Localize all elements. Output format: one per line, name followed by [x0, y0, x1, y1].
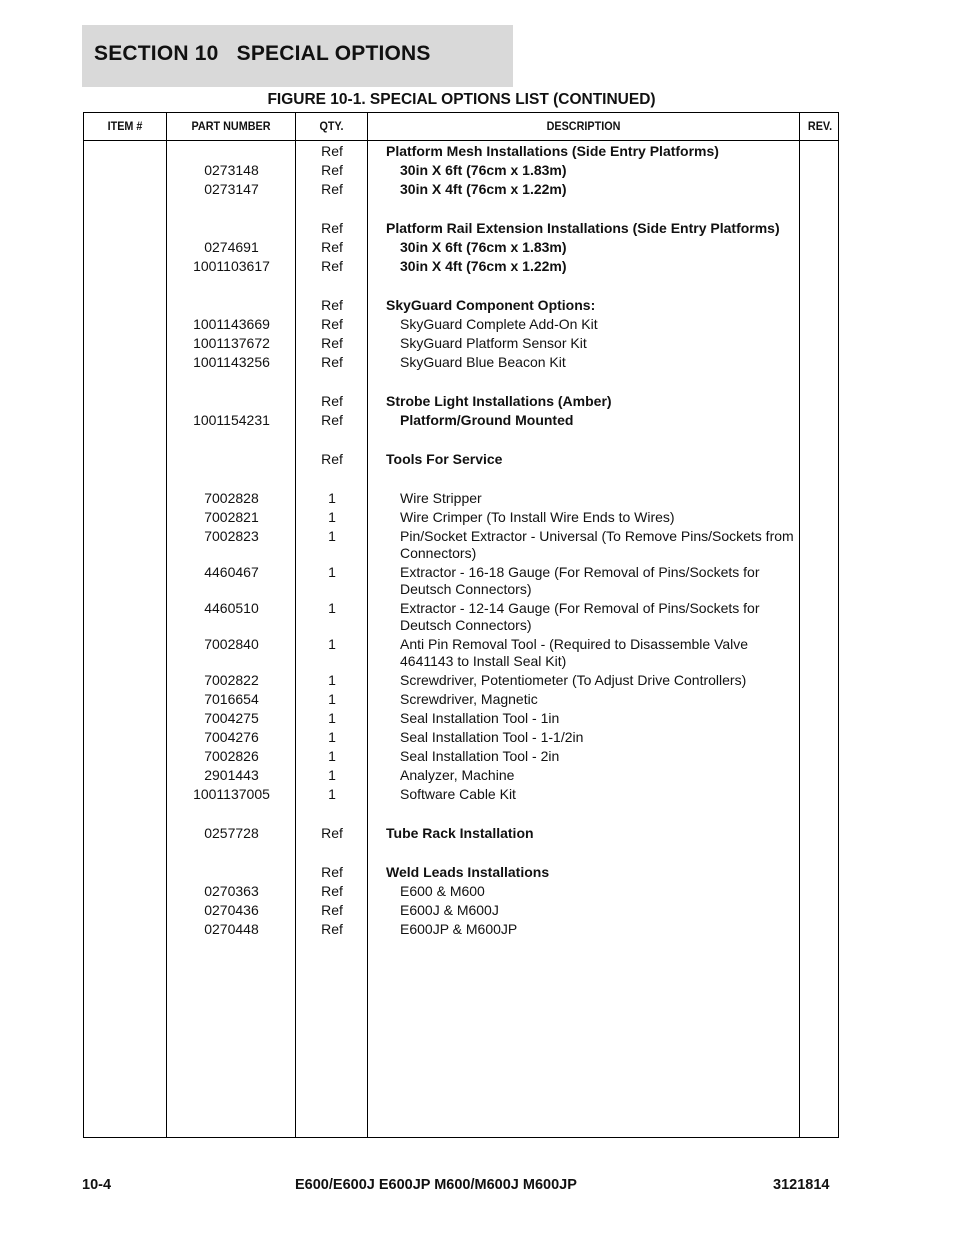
table-row — [84, 562, 838, 598]
item-cell — [84, 823, 167, 842]
qty-cell: Ref — [321, 316, 343, 332]
qty-cell: 1 — [328, 748, 336, 764]
item-cell — [84, 708, 167, 727]
description-cell: Seal Installation Tool - 1-1/2in — [400, 729, 584, 745]
part-number-cell — [167, 218, 296, 237]
table-row — [84, 881, 838, 900]
part-number-cell: 7002823 — [204, 528, 259, 544]
table-row — [84, 237, 838, 256]
description-cell: Platform Rail Extension Installations (Side Entry Platforms) — [386, 220, 780, 236]
qty-cell: Ref — [321, 864, 343, 880]
col-header-qty: QTY. — [319, 119, 344, 133]
description-cell: E600JP & M600JP — [400, 921, 518, 937]
table-row — [84, 862, 838, 881]
description-cell: Weld Leads Installations — [386, 864, 550, 880]
table-row — [84, 689, 838, 708]
description-cell: 30in X 6ft (76cm x 1.83m) — [400, 239, 567, 255]
description-cell: SkyGuard Complete Add-On Kit — [400, 316, 598, 332]
description-cell: Wire Stripper — [400, 490, 482, 506]
item-cell — [84, 256, 167, 275]
item-cell — [84, 295, 167, 314]
qty-cell: 1 — [328, 528, 336, 544]
qty-cell: 1 — [328, 636, 336, 652]
description-cell: 30in X 4ft (76cm x 1.22m) — [400, 258, 567, 274]
item-cell — [84, 160, 167, 179]
description-cell: Wire Crimper (To Install Wire Ends to Wires) — [400, 509, 675, 525]
table-row — [84, 352, 838, 371]
part-number-cell: 0270448 — [204, 921, 259, 937]
item-cell — [84, 314, 167, 333]
table-row — [84, 449, 838, 468]
qty-cell: 1 — [328, 564, 336, 580]
table-row — [84, 670, 838, 689]
part-number-cell — [167, 449, 296, 468]
description-cell: 30in X 4ft (76cm x 1.22m) — [400, 181, 567, 197]
description-cell: Screwdriver, Potentiometer (To Adjust Drive Controllers) — [400, 672, 747, 688]
part-number-cell: 0274691 — [204, 239, 259, 255]
qty-cell: Ref — [321, 239, 343, 255]
item-cell — [84, 862, 167, 881]
item-cell — [84, 237, 167, 256]
item-cell — [84, 900, 167, 919]
item-cell — [84, 919, 167, 938]
part-number-cell: 0273148 — [204, 162, 259, 178]
part-number-cell: 4460510 — [204, 600, 259, 616]
qty-cell: Ref — [321, 883, 343, 899]
table-row — [84, 295, 838, 314]
item-cell — [84, 507, 167, 526]
part-number-cell: 7002840 — [204, 636, 259, 652]
description-cell: Anti Pin Removal Tool - (Required to Disassemble Valve 4641143 to Install Seal Kit) — [400, 636, 749, 669]
part-number-cell: 1001137672 — [193, 335, 270, 351]
description-cell: Platform/Ground Mounted — [400, 412, 574, 428]
item-cell — [84, 562, 167, 598]
page-number: 10-4 — [82, 1177, 112, 1193]
qty-cell: Ref — [321, 902, 343, 918]
table-row — [84, 256, 838, 275]
description-cell: Extractor - 16-18 Gauge (For Removal of Pins/Sockets for Deutsch Connectors) — [400, 564, 760, 597]
item-cell — [84, 449, 167, 468]
table-row — [84, 784, 838, 803]
part-number-cell: 1001103617 — [193, 258, 270, 274]
section-header — [82, 25, 513, 87]
qty-cell: 1 — [328, 767, 336, 783]
row-spacer — [84, 198, 838, 218]
table-row — [84, 160, 838, 179]
qty-cell: Ref — [321, 297, 343, 313]
qty-cell: Ref — [321, 162, 343, 178]
qty-cell: Ref — [321, 354, 343, 370]
table-row — [84, 919, 838, 938]
item-cell — [84, 488, 167, 507]
table-row — [84, 488, 838, 507]
qty-cell: Ref — [321, 181, 343, 197]
qty-cell: Ref — [321, 451, 343, 467]
description-cell: Analyzer, Machine — [400, 767, 515, 783]
item-cell — [84, 333, 167, 352]
parts-table — [83, 112, 839, 1138]
description-cell: Strobe Light Installations (Amber) — [386, 393, 612, 409]
section-title: SECTION 10 SPECIAL OPTIONS — [94, 42, 431, 65]
row-spacer — [84, 842, 838, 862]
qty-cell: 1 — [328, 691, 336, 707]
qty-cell: 1 — [328, 672, 336, 688]
qty-cell: Ref — [321, 258, 343, 274]
part-number-cell: 1001154231 — [193, 412, 270, 428]
item-cell — [84, 670, 167, 689]
part-number-cell: 0270363 — [204, 883, 259, 899]
col-header-item: ITEM # — [107, 119, 143, 133]
item-cell — [84, 410, 167, 429]
part-number-cell: 1001137005 — [193, 786, 270, 802]
qty-cell: Ref — [321, 412, 343, 428]
table-body — [84, 141, 838, 938]
item-cell — [84, 141, 167, 160]
item-cell — [84, 526, 167, 562]
description-cell: Software Cable Kit — [400, 786, 516, 802]
qty-cell: Ref — [321, 393, 343, 409]
table-row — [84, 823, 838, 842]
item-cell — [84, 179, 167, 198]
part-number-cell: 0270436 — [204, 902, 259, 918]
col-header-part-number: PART NUMBER — [191, 119, 271, 133]
qty-cell: 1 — [328, 710, 336, 726]
part-number-cell: 2901443 — [204, 767, 259, 783]
part-number-cell — [167, 391, 296, 410]
item-cell — [84, 391, 167, 410]
part-number-cell — [167, 141, 296, 160]
part-number-cell: 7004276 — [204, 729, 259, 745]
description-cell: Extractor - 12-14 Gauge (For Removal of Pins/Sockets for Deutsch Connectors) — [400, 600, 760, 633]
part-number-cell: 0273147 — [204, 181, 259, 197]
qty-cell: Ref — [321, 921, 343, 937]
table-row — [84, 708, 838, 727]
item-cell — [84, 352, 167, 371]
description-cell: SkyGuard Blue Beacon Kit — [400, 354, 566, 370]
part-number-cell — [167, 862, 296, 881]
qty-cell: 1 — [328, 509, 336, 525]
part-number-cell: 4460467 — [204, 564, 259, 580]
item-cell — [84, 634, 167, 670]
item-cell — [84, 598, 167, 634]
part-number-cell: 7002822 — [204, 672, 259, 688]
table-row — [84, 141, 838, 160]
figure-title: FIGURE 10-1. SPECIAL OPTIONS LIST (CONTINUED) — [267, 91, 656, 108]
row-spacer — [84, 275, 838, 295]
item-cell — [84, 746, 167, 765]
row-spacer — [84, 429, 838, 449]
table-row — [84, 391, 838, 410]
qty-cell: Ref — [321, 143, 343, 159]
row-spacer — [84, 371, 838, 391]
table-row — [84, 765, 838, 784]
description-cell: Platform Mesh Installations (Side Entry Platforms) — [386, 143, 719, 159]
item-cell — [84, 784, 167, 803]
description-cell: Seal Installation Tool - 1in — [400, 710, 560, 726]
description-cell: E600J & M600J — [400, 902, 499, 918]
part-number-cell: 7016654 — [204, 691, 259, 707]
description-cell: SkyGuard Component Options: — [386, 297, 596, 313]
col-header-description: DESCRIPTION — [546, 119, 621, 133]
table-row — [84, 507, 838, 526]
model-list: E600/E600J E600JP M600/M600J M600JP — [295, 1177, 577, 1193]
description-cell: E600 & M600 — [400, 883, 485, 899]
qty-cell: 1 — [328, 600, 336, 616]
qty-cell: 1 — [328, 729, 336, 745]
table-row — [84, 333, 838, 352]
part-number-cell: 1001143669 — [193, 316, 270, 332]
description-cell: SkyGuard Platform Sensor Kit — [400, 335, 587, 351]
col-header-rev: REV. — [807, 119, 833, 133]
part-number-cell: 7002821 — [204, 509, 259, 525]
row-spacer — [84, 803, 838, 823]
part-number-cell — [167, 295, 296, 314]
table-row — [84, 598, 838, 634]
description-cell: Seal Installation Tool - 2in — [400, 748, 560, 764]
qty-cell: Ref — [321, 220, 343, 236]
item-cell — [84, 689, 167, 708]
description-cell: Tools For Service — [386, 451, 503, 467]
document-number: 3121814 — [773, 1177, 830, 1193]
part-number-cell: 7002826 — [204, 748, 259, 764]
table-row — [84, 526, 838, 562]
item-cell — [84, 881, 167, 900]
table-row — [84, 746, 838, 765]
qty-cell: Ref — [321, 825, 343, 841]
row-spacer — [84, 468, 838, 488]
description-cell: 30in X 6ft (76cm x 1.83m) — [400, 162, 567, 178]
item-cell — [84, 218, 167, 237]
item-cell — [84, 727, 167, 746]
table-row — [84, 218, 838, 237]
qty-cell: Ref — [321, 335, 343, 351]
table-row — [84, 900, 838, 919]
part-number-cell: 7002828 — [204, 490, 259, 506]
item-cell — [84, 765, 167, 784]
part-number-cell: 1001143256 — [193, 354, 270, 370]
description-cell: Pin/Socket Extractor - Universal (To Remove Pins/Sockets from Connectors) — [400, 528, 794, 561]
part-number-cell: 7004275 — [204, 710, 259, 726]
table-row — [84, 314, 838, 333]
table-row — [84, 727, 838, 746]
description-cell: Screwdriver, Magnetic — [400, 691, 538, 707]
qty-cell: 1 — [328, 490, 336, 506]
qty-cell: 1 — [328, 786, 336, 802]
table-row — [84, 634, 838, 670]
part-number-cell: 0257728 — [204, 825, 259, 841]
table-row — [84, 179, 838, 198]
description-cell: Tube Rack Installation — [386, 825, 534, 841]
table-row — [84, 410, 838, 429]
